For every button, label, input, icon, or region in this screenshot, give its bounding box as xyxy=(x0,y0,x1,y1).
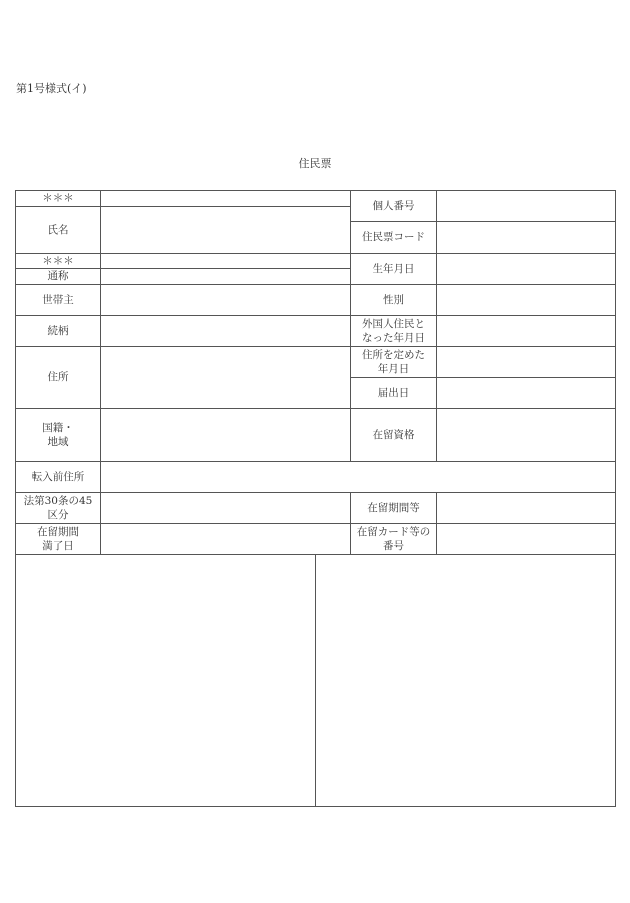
label-gender: 性別 xyxy=(383,293,404,306)
birth-date-field[interactable] xyxy=(437,254,615,284)
address-field[interactable] xyxy=(101,347,350,408)
label-address: 住所 xyxy=(47,371,69,383)
label-residence-card-line1: 在留カード等の xyxy=(356,525,431,538)
label-alias: 通称 xyxy=(47,270,69,282)
label-address-set-date-line1: 住所を定めた xyxy=(362,348,425,361)
stay-period-field[interactable] xyxy=(437,493,615,523)
residence-card-field[interactable] xyxy=(437,524,615,554)
label-nationality xyxy=(16,408,100,461)
label-residence-card xyxy=(351,523,436,554)
name-field[interactable] xyxy=(101,207,350,253)
form-id: 第1号様式(イ) xyxy=(16,82,87,95)
label-foreign-resident-date xyxy=(351,315,436,346)
table-border-right xyxy=(615,190,616,807)
label-name: 氏名 xyxy=(47,223,69,236)
address-set-date-field[interactable] xyxy=(437,347,615,377)
label-address-set-date-line2: 年月日 xyxy=(377,362,410,375)
individual-number-field[interactable] xyxy=(437,191,615,221)
notification-date-field[interactable] xyxy=(437,378,615,408)
label-individual-number: 個人番号 xyxy=(372,199,415,212)
stay-expiry-field[interactable] xyxy=(101,524,350,554)
label-stay-expiry-line1: 在留期間 xyxy=(37,525,79,538)
label-notification-date: 届出日 xyxy=(377,386,410,399)
label-article30-line1: 法第30条の45 xyxy=(23,494,93,507)
label-stay-period: 在留期間等 xyxy=(367,501,420,514)
label-residence-card-line2: 番号 xyxy=(383,539,404,552)
residence-status-field[interactable] xyxy=(437,409,615,461)
label-article30 xyxy=(16,492,100,523)
label-stay-expiry xyxy=(16,523,100,554)
label-residence-status: 在留資格 xyxy=(372,428,415,441)
label-nationality-line2: 地域 xyxy=(47,435,69,448)
label-previous-address: 転入前住所 xyxy=(31,470,85,483)
label-resident-code: 住民票コード xyxy=(362,231,425,243)
foreign-resident-date-field[interactable] xyxy=(437,316,615,346)
gender-field[interactable] xyxy=(437,285,615,315)
divider xyxy=(15,806,616,807)
stars-2-field[interactable] xyxy=(101,254,350,268)
label-article30-line2: 区分 xyxy=(47,508,69,521)
notes-left-field[interactable] xyxy=(16,555,315,806)
label-foreign-resident-date-line2: なった年月日 xyxy=(362,331,425,344)
label-foreign-resident-date-line1: 外国人住民と xyxy=(362,317,425,330)
label-relationship: 続柄 xyxy=(47,324,69,337)
stars-1-field[interactable] xyxy=(101,191,350,206)
relationship-field[interactable] xyxy=(101,316,350,346)
label-birth-date: 生年月日 xyxy=(372,262,415,275)
label-stars-1: ＊＊＊ xyxy=(42,192,74,204)
notes-right-field[interactable] xyxy=(316,555,615,806)
nationality-field[interactable] xyxy=(101,409,350,461)
label-stars-2: ＊＊＊ xyxy=(42,254,74,267)
label-householder: 世帯主 xyxy=(42,293,74,306)
householder-field[interactable] xyxy=(101,285,350,315)
alias-field[interactable] xyxy=(101,269,350,284)
page-title: 住民票 xyxy=(298,157,332,170)
resident-code-field[interactable] xyxy=(437,222,615,253)
article30-field[interactable] xyxy=(101,493,350,523)
label-stay-expiry-line2: 満了日 xyxy=(42,539,74,552)
label-address-set-date xyxy=(351,346,436,377)
previous-address-field[interactable] xyxy=(101,462,615,492)
label-nationality-line1: 国籍・ xyxy=(42,421,74,434)
